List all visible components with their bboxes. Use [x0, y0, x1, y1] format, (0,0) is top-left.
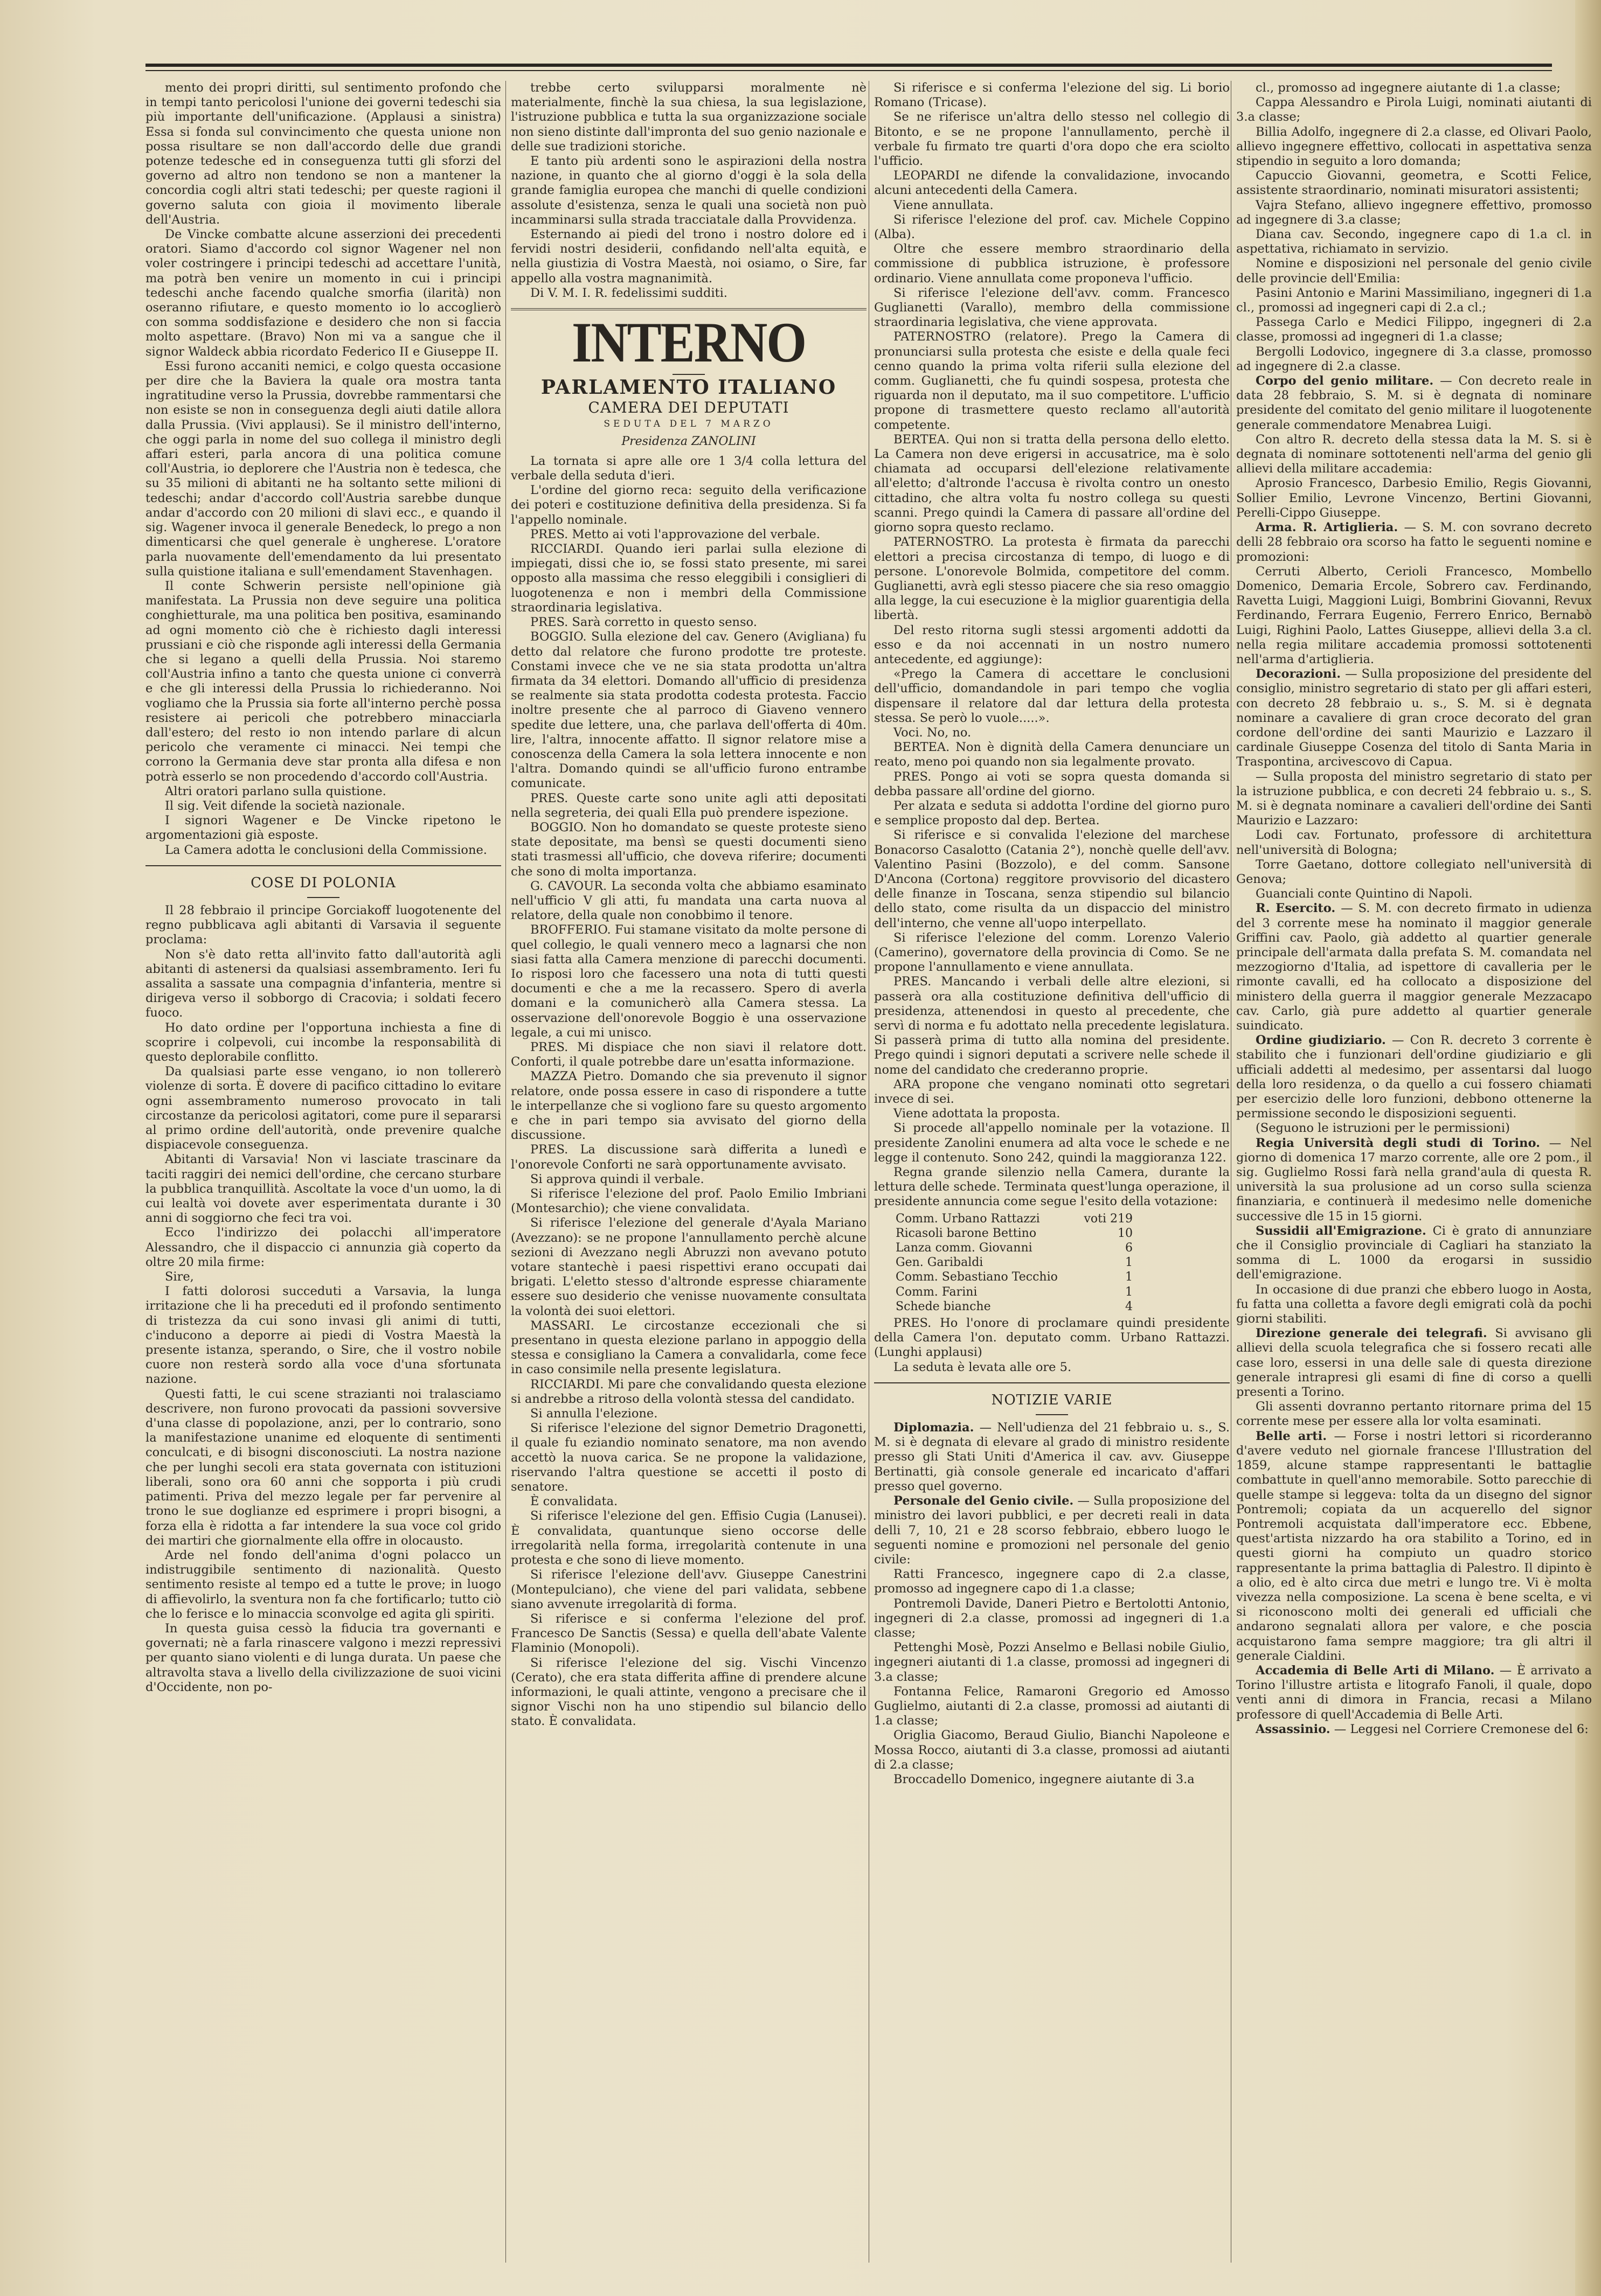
news-item	[1236, 374, 1592, 433]
section-rule	[145, 865, 501, 866]
news-item	[1236, 901, 1592, 1033]
news-item-text: — Forse i nostri lettori si ricorderanno d'avere veduto nel giornale francese l'Illustration del 1859, alcune stampe rappresentanti le battaglie combattute in quell'anno memorabile. Sotto parecchie di quelle stampe si leggeva: tolta da un disegno del signor Pontremoli; copiata da un acquerello del signor Pontremoli acquistata dall'imperatore ecc. Ebbene, quest'artista nizzardo ha ora stabilito a Torino, ed in questi giorni ha compiuto un quadro storico rappresentante la prima battaglia di Palestro. Il dipinto è a olio, ed è alto circa due metri e lungo tre. Vi è molta vivezza nella composizione. La scena è bene scelta, e vi si riconoscono molti dei generali ed ufficiali che andarono segnalati allora per valore, e che poscia acquistarono fama sempre maggiore; tra gli altri il generale Cialdini.	[1236, 1429, 1592, 1663]
column-2-chamber-report	[511, 454, 867, 1729]
news-item	[1236, 476, 1592, 520]
news-item-text: Guanciali conte Quintino di Napoli.	[1256, 887, 1473, 901]
news-item	[1236, 1224, 1592, 1283]
paragraph: Da qualsiasi parte esse vengano, io non tollererò violenze di sorta. È dovere di pacifico cittadino lo evitare ogni assembramento numeroso provocato in tali circostanze da pericolosi agitatori, come pure il separarsi al primo ordine dell'autorità, onde prevenire qualche dispiacevole conseguenza.	[145, 1064, 501, 1152]
news-item	[1236, 887, 1592, 901]
news-item	[874, 1772, 1230, 1787]
news-item	[1236, 667, 1592, 769]
news-item-text: Gli assenti dovranno pertanto ritornare prima del 15 corrente mese per essere alla lor volta esaminati.	[1236, 1400, 1592, 1429]
short-rule	[1036, 1414, 1068, 1415]
section-rule	[874, 1382, 1230, 1383]
paragraph: Si riferisce l'elezione del signor Demetrio Dragonetti, il quale fu eziandio nominato senatore, ma non avendo accettò la nuova carica. Se ne propone la validazione, riservando l'altra questione se accetti il posto di senatore.	[511, 1421, 867, 1494]
news-item-text: Broccadello Domenico, ingegnere aiutante di 3.a	[893, 1772, 1195, 1786]
news-item-text: — Con R. decreto 3 corrente è stabilito che i funzionari dell'ordine giudiziario e gli ufficiali addetti al medesimo, per assentarsi dal luogo della loro residenza, o da quello a cui fossero chiamati per esercizio delle loro funzioni, debbono ottenerne la permissione secondo le disposizioni seguenti.	[1236, 1033, 1592, 1121]
news-item-heading: Direzione generale dei telegrafi.	[1256, 1326, 1487, 1341]
vote-count: 1	[1125, 1270, 1133, 1284]
paragraph: mento dei propri diritti, sul sentimento profondo che in tempi tanto pericolosi l'unione dei governi tedeschi sia più importante dell'unificazione. (Applausi a sinistra) Essa si fonda sul convincimento che questa unione non possa risultare se non dall'accordo delle due grandi potenze tedesche ed in conseguenza tutti gli sforzi del governo ad altro non tendono se non a mantener la concordia cogli altri stati tedeschi; per queste ragioni il governo saluta con gioia il movimento liberale dell'Austria.	[145, 81, 501, 227]
paragraph: BOGGIO. Sulla elezione del cav. Genero (Avigliana) fu detto dal relatore che furono prodotte tre proteste. Constami invece che ve ne sia stata prodotta un'altra firmata da 34 elettori. Domando all'ufficio di presidenza se realmente sia stata prodotta codesta protesta. Faccio inoltre presente che al parroco di Giaveno vennero spedite due lettere, una, che parlava dell'offerta di 40m. lire, l'altra, innocente affatto. Il signor relatore mise a conoscenza della Camera la sola lettera innocente e non l'altra. Domando quindi se all'ufficio furono entrambe comunicate.	[511, 630, 867, 791]
news-item	[1236, 1429, 1592, 1664]
news-item-text: Lodi cav. Fortunato, professore di architettura nell'università di Bologna;	[1236, 828, 1592, 857]
paragraph: Si riferisce l'elezione dell'avv. Giuseppe Canestrini (Montepulciano), che viene del pari validata, sebbene siano avvenute irregolarità di forma.	[511, 1568, 867, 1611]
paragraph: Arde nel fondo dell'anima d'ogni polacco un indistruggibile sentimento di nazionalità. Questo sentimento resiste al tempo ed a tutte le prove; in luogo di affievolirlo, la sventura non fa che fortificarlo; tutto ciò che lo ferisce e lo minaccia sconvolge ed agita gli spiriti.	[145, 1548, 501, 1621]
news-item	[874, 1597, 1230, 1641]
paragraph: Di V. M. I. R. fedelissimi sudditi.	[530, 286, 727, 300]
news-item-heading: Accademia di Belle Arti di Milano.	[1256, 1663, 1495, 1678]
news-item	[1236, 227, 1592, 256]
news-item	[1236, 1326, 1592, 1400]
vote-count: 1	[1125, 1285, 1133, 1299]
paragraph: ARA propone che vengano nominati otto segretari invece di sei.	[874, 1077, 1230, 1107]
candidate-name: Ricasoli barone Bettino	[896, 1226, 1037, 1240]
news-item-heading: Ordine giudiziario.	[1256, 1033, 1386, 1048]
paragraph: Essi furono accaniti nemici, e colgo questa occasione per dire che la Baviera la quale ora mostra tanta ingratitudine verso la Prussia, dovrebbe rammentarsi che non esiste se non in conseguenza degli aiuti datile allora dalla Prussia. (Vivi applausi). Se il ministro dell'interno, che oggi parla in nome del suo collega il ministro degli affari esteri, parla ancora di una politica comune coll'Austria, io deplorere che l'Austria non è tedesca, che su 35 milioni di abitanti ne ha soltanto sette milioni di tedeschi; andar d'accordo coll'Austria sarebbe dunque andar d'accordo con 20 milioni di slavi ecc., e quando il sig. Wagener invoca il generale Benedeck, lo prego a non dimenticarsi che quel generale è ungherese. L'oratore parla nuovamente dell'emendamento da lui presentato sulla quistione italiana e sull'emendament Stavenhagen.	[145, 359, 501, 579]
vote-row	[896, 1241, 1230, 1255]
paragraph: PRES. La discussione sarà differita a lunedì e l'onorevole Conforti ne sarà opportunamente avvisato.	[511, 1143, 867, 1172]
paragraph: Si approva quindi il verbale.	[530, 1172, 704, 1186]
news-item	[1236, 1136, 1592, 1224]
news-item	[874, 1685, 1230, 1729]
news-item-text: Capuccio Giovanni, geometra, e Scotti Felice, assistente straordinario, nominati misuratori assistenti;	[1236, 169, 1592, 198]
news-item-text: Origlia Giacomo, Beraud Giulio, Bianchi Napoleone e Mossa Rocco, aiutanti di 3.a classe, promossi ad aiutanti di 2.a classe;	[874, 1728, 1230, 1772]
news-item	[1236, 125, 1592, 169]
paragraph: LEOPARDI ne difende la convalidazione, invocando alcuni antecedenti della Camera.	[874, 169, 1230, 198]
news-item-heading: Regia Università degli studi di Torino.	[1256, 1136, 1540, 1150]
news-item-text: Cappa Alessandro e Pirola Luigi, nominati aiutanti di 3.a classe;	[1236, 95, 1592, 124]
news-item-text: Cerruti Alberto, Cerioli Francesco, Mombello Domenico, Demaria Ercole, Sobrero cav. Ferdinando, Ravetta Luigi, Maggioni Luigi, Bombrini Giovanni, Revux Ferdinando, Ferrara Eugenio, Ferrero Enrico, Bernabò Luigi, Righini Paolo, Lattes Giuseppe, allievi della 3.a cl. nella regia militare accademia promossi sottotenenti nell'arma d'artiglieria.	[1236, 564, 1592, 666]
paragraph: De Vincke combatte alcune asserzioni dei precedenti oratori. Siamo d'accordo col signor Wagener nel non voler costringere i principi tedeschi ad accettare l'unità, ma potrà ben venire un momento in cui i principi tedeschi anche facendo qualche smorfia (ilarità) non oseranno rifiutare, e questo momento io lo accoglierò con somma soddisfazione e desidero che non si faccia molto aspettare. (Bravo) Non mi va a sangue che il signor Waldeck abbia ricordato Federico II e Giuseppe II.	[145, 227, 501, 359]
news-item-text: — Leggesi nel Corriere Cremonese del 6:	[1334, 1722, 1589, 1736]
candidate-name: Gen. Garibaldi	[896, 1256, 983, 1270]
news-item-heading: Corpo del genio militare.	[1256, 374, 1434, 388]
paragraph: PATERNOSTRO. La protesta è firmata da parecchi elettori a precisa circostanza di tempo, di luogo e di persone. L'onorevole Bolmida, competitore del comm. Guglianetti, avrà egli stesso piacere che sia reso omaggio alla legge, la cui esecuzione è la miglior guarentigia della libertà.	[874, 535, 1230, 623]
news-item	[874, 1421, 1230, 1494]
interno-heading: INTERNO	[571, 310, 806, 374]
paragraph: PRES. Pongo ai voti se sopra questa domanda si debba passare all'ordine del giorno.	[874, 769, 1230, 798]
paragraph: Si riferisce l'elezione del comm. Lorenzo Valerio (Camerino), governatore della provincia di Como. Se ne propone l'annullamento e viene annullata.	[874, 930, 1230, 975]
news-item-text: Torre Gaetano, dottore collegiato nell'università di Genova;	[1236, 857, 1592, 886]
column-divider-1	[505, 81, 506, 2263]
column-1	[145, 81, 501, 2263]
paragraph: PRES. Ho l'onore di proclamare quindi presidente della Camera l'on. deputato comm. Urbano Rattazzi. (Lunghi applausi)	[874, 1316, 1230, 1360]
news-item-text: Bergolli Lodovico, ingegnere di 3.a classe, promosso ad ingegnere di 2.a classe.	[1236, 344, 1592, 373]
news-item-text: — S. M. con sovrano decreto delli 28 febbraio ora scorso ha fatto le seguenti nomine e promozioni:	[1236, 520, 1592, 564]
paragraph: La tornata si apre alle ore 1 3/4 colla lettura del verbale della seduta d'ieri.	[511, 454, 867, 483]
paragraph: Si riferisce l'elezione del generale d'Ayala Mariano (Avezzano): se ne propone l'annullamento perchè alcune sezioni di Avezzano negli Abruzzi non avevano potuto votare stantechè i paesi rispettivi erano occupati dai brigati. L'eletto stesso d'altronde espresse chiaramente essere suo desiderio che venisse nuovamente consultata la volontà dei suoi elettori.	[511, 1216, 867, 1318]
news-item	[1236, 169, 1592, 198]
news-item-text: Vajra Stefano, allievo ingegnere effettivo, promosso ad ingegnere di 3.a classe;	[1236, 198, 1592, 227]
news-item-text: — S. M. con decreto firmato in udienza del 3 corrente mese ha nominato il maggior generale Griffini cav. Paolo, già addetto al quartier generale principale dell'armata dalla prefata S. M. comandata nel mezzogiorno d'Italia, ad ispettore di cavalleria per le rimonte cavalli, ed ha collocato a disposizione del ministero della guerra il maggior generale Mezzacapo cav. Carlo, già pure addetto al quartier generale suindicato.	[1236, 901, 1592, 1033]
parlamento-heading: PARLAMENTO ITALIANO	[540, 376, 837, 399]
paragraph: Viene annullata.	[893, 198, 994, 212]
paragraph: Sire,	[165, 1270, 194, 1284]
news-item-text: Pettenghi Mosè, Pozzi Anselmo e Bellasi nobile Giulio, ingegneri aiutanti di 1.a classe, promossi ad ingegneri di 3.a classe;	[874, 1640, 1230, 1684]
paragraph: BERTEA. Qui non si tratta della persona dello eletto. La Camera non deve erigersi in accusatrice, ma è solo chiamata ad occuparsi dell'elezione relativamente all'eletto; d'altronde l'accusa è rivolta contro un onesto cittadino, che altra volta fu nostro collega su questi scanni. Prego quindi la Camera di passare all'ordine del giorno sopra questo reclamo.	[874, 432, 1230, 535]
news-item	[1236, 81, 1592, 95]
news-item	[1236, 828, 1592, 857]
short-rule	[673, 374, 705, 375]
news-item-text: Ratti Francesco, ingegnere capo di 2.a classe, promosso ad ingegnere capo di 1.a classe;	[874, 1567, 1230, 1596]
news-item-heading: R. Esercito.	[1256, 901, 1336, 916]
paragraph: Per alzata e seduta si addotta l'ordine del giorno puro e semplice proposto dal dep. Bertea.	[874, 798, 1230, 828]
paragraph: RICCIARDI. Mi pare che convalidando questa elezione si andrebbe a ritroso della volontà stessa del candidato.	[511, 1377, 867, 1406]
paragraph: Regna grande silenzio nella Camera, durante la lettura delle schede. Terminata quest'lunga operazione, il presidente annuncia come segue l'esito della votazione:	[874, 1165, 1230, 1209]
paragraph: L'ordine del giorno reca: seguito della verificazione dei poteri e costituzione definitiva della presidenza. Si fa l'appello nominale.	[511, 483, 867, 527]
column-1-prussian-debate	[145, 81, 501, 858]
paragraph: RICCIARDI. Quando ieri parlai sulla elezione di impiegati, dissi che io, se fossi stato presente, mi sarei opposto alla massima che resso eleggibili i consiglieri di luogotenenza e non i membri della Commissione straordinaria legislativa.	[511, 542, 867, 615]
news-item-text: Fontanna Felice, Ramaroni Gregorio ed Amosso Guglielmo, aiutanti di 2.a classe, promossi ad aiutanti di 1.a classe;	[874, 1684, 1230, 1728]
paragraph: PRES. Mi dispiace che non siavi il relatore dott. Conforti, il quale potrebbe dare un'esatta informazione.	[511, 1040, 867, 1069]
column-3	[874, 81, 1230, 2263]
paragraph: PRES. Mancando i verbali delle altre elezioni, si passerà ora alla costituzione definitiva dell'ufficio di presidenza, attenendosi in questo al precedente, che servì di norma e fu adottato nella precedente legislatura. Si passerà prima di tutto alla nomina del presidente. Prego quindi i signori deputati a scrivere nelle schede il nome del candidato che crederanno proprie.	[874, 975, 1230, 1077]
news-item	[1236, 315, 1592, 344]
news-item	[1236, 1722, 1592, 1737]
section-heading-polonia: COSE DI POLONIA	[251, 874, 396, 891]
news-item-text: Passega Carlo e Medici Filippo, ingegneri di 2.a classe, promossi ad ingegneri di 1.a classe;	[1236, 315, 1592, 344]
news-item-text: Pontremoli Davide, Daneri Pietro e Bertolotti Antonio, ingegneri di 2.a classe, promossi ad ingegneri di 1.a classe;	[874, 1596, 1230, 1640]
news-item-text: — Sulla proposizione del ministro dei lavori pubblici, e per decreti reali in data delli 7, 10, 21 e 28 scorso febbraio, ebbero luogo le seguenti nomine e promozioni nel personale del genio civile:	[874, 1494, 1230, 1567]
paragraph: Esternando ai piedi del trono i nostro dolore ed i fervidi nostri desiderii, confidando nell'alta equità, e nella giustizia di Vostra Maestà, noi osiamo, o Sire, far appello alla vostra magnanimità.	[511, 227, 867, 286]
paragraph: MASSARI. Le circostanze eccezionali che si presentano in questa elezione parlano in appoggio della stessa e consigliano la Camera a convalidarla, come fece in caso consimile nella presente legislatura.	[511, 1318, 867, 1377]
news-item-text: Diana cav. Secondo, ingegnere capo di 1.a cl. in aspettativa, richiamato in servizio.	[1236, 227, 1592, 256]
vote-count: 6	[1125, 1241, 1133, 1255]
news-item-heading: Belle arti.	[1256, 1429, 1327, 1443]
news-item-heading: Sussidii all'Emigrazione.	[1256, 1223, 1426, 1238]
news-item-text: Ci è grato di annunziare che il Consiglio provinciale di Cagliari ha stanziato la somma di L. 1000 da erogarsi in sussidio dell'emigrazione.	[1236, 1223, 1592, 1282]
paragraph: Si riferisce l'elezione del prof. Paolo Emilio Imbriani (Montesarchio); che viene convalidata.	[511, 1187, 867, 1216]
news-item-text: Pasini Antonio e Marini Massimiliano, ingegneri di 1.a cl., promossi ad ingegneri capi di 2.a cl.;	[1236, 286, 1592, 315]
column-4-news-items	[1236, 81, 1592, 1737]
vote-count: voti 219	[1084, 1212, 1133, 1226]
news-item	[1236, 198, 1592, 227]
news-item-text: In occasione di due pranzi che ebbero luogo in Aosta, fu fatta una colletta a favore degli emigrati colà da pochi giorni stabiliti.	[1236, 1282, 1592, 1326]
paragraph: Il sig. Veit difende la società nazionale.	[165, 798, 405, 813]
paragraph: Si riferisce l'elezione del gen. Effisio Cugia (Lanusei). È convalidata, quantunque sieno occorse delle irregolarità nella forma, irregolarità contenute in una protesta e che sono di lieve momento.	[511, 1509, 867, 1568]
paragraph: BERTEA. Non è dignità della Camera denunciare un reato, meno poi quando non sia legalmente provato.	[874, 740, 1230, 769]
paragraph: PRES. Metto ai voti l'approvazione del verbale.	[530, 527, 820, 541]
paragraph: PRES. Queste carte sono unite agli atti depositati nella segreteria, dei quali Ella può prendere ispezione.	[511, 791, 867, 820]
paragraph: Ho dato ordine per l'opportuna inchiesta a fine di scoprire i colpevoli, cui incombe la responsabilità di questo deplorabile conflitto.	[145, 1020, 501, 1064]
news-item	[874, 1567, 1230, 1596]
news-item-heading: Diplomazia.	[893, 1421, 974, 1435]
paragraph: Oltre che essere membro straordinario della commissione di pubblica istruzione, è professore ordinario. Viene annullata come proponeva l'ufficio.	[874, 242, 1230, 286]
news-item-text: — Sulla proposta del ministro segretario di stato per la istruzione pubblica, e con decreti 24 febbraio u. s., S. M. si è degnata nominare a cavalieri dell'ordine dei Santi Maurizio e Lazzaro:	[1236, 769, 1592, 828]
paragraph: I signori Wagener e De Vincke ripetono le argomentazioni già esposte.	[145, 813, 501, 843]
paragraph: Si riferisce l'elezione del prof. cav. Michele Coppino (Alba).	[874, 212, 1230, 242]
paragraph: «Prego la Camera di accettare le conclusioni dell'ufficio, domandandole in pari tempo che voglia dispensare il relatore dal dar lettura della protesta stessa. Se però lo vuole.....».	[874, 667, 1230, 725]
news-item-text: Aprosio Francesco, Darbesio Emilio, Regis Giovanni, Sollier Emilio, Levrone Vincenzo, Bertini Giovanni, Perelli-Cippo Giuseppe.	[1236, 476, 1592, 520]
news-item-text: Nomine e disposizioni nel personale del genio civile delle provincie dell'Emilia:	[1236, 256, 1592, 286]
column-1-polonia-text	[145, 903, 501, 1695]
news-item	[1236, 858, 1592, 887]
paragraph: MAZZA Pietro. Domando che sia prevenuto il signor relatore, onde possa essere in caso di rispondere a tutte le interpellanze che si vogliono fare su questo argomento e che in pari tempo sia avvisato del giorno della discussione.	[511, 1069, 867, 1143]
paragraph: La seduta è levata alle ore 5.	[893, 1360, 1072, 1374]
vote-row	[896, 1255, 1230, 1270]
paragraph: Altri oratori parlano sulla quistione.	[165, 784, 386, 798]
paragraph: Abitanti di Varsavia! Non vi lasciate trascinare da taciti raggiri dei nemici dell'ordine, che cercano sturbare la pubblica tranquillità. Ascoltate la voce d'un uomo, la di cui lealtà voi dovete aver esperimentata durante i 30 anni di soggiorno che feci tra voi.	[145, 1152, 501, 1226]
seduta-date: SEDUTA DEL 7 MARZO	[604, 419, 774, 430]
paragraph: Si riferisce l'elezione dell'avv. comm. Francesco Guglianetti (Varallo), membro della commissione straordinaria legislativa, che viene approvata.	[874, 286, 1230, 330]
news-item	[1236, 1283, 1592, 1327]
paragraph: È convalidata.	[530, 1494, 618, 1509]
column-3-news-items	[874, 1421, 1230, 1787]
candidate-name: Comm. Farini	[896, 1285, 978, 1299]
vote-row	[896, 1270, 1230, 1284]
notizie-heading: NOTIZIE VARIE	[991, 1391, 1113, 1408]
paragraph: La Camera adotta le conclusioni della Commissione.	[165, 843, 487, 857]
paragraph: Si procede all'appello nominale per la votazione. Il presidente Zanolini enumera ad alta voce le schede e ne legge il contenuto. Sono 242, quindi la maggioranza 122.	[874, 1121, 1230, 1165]
vote-results-table	[896, 1212, 1230, 1314]
column-3-proclamation	[874, 1316, 1230, 1375]
column-3-chamber-report	[874, 81, 1230, 1209]
candidate-name: Schede bianche	[896, 1299, 991, 1313]
news-item-text: — Nell'udienza del 21 febbraio u. s., S. M. si è degnata di elevare al grado di ministro residente presso gli Stati Uniti d'America il cav. avv. Giuseppe Bertinatti, già console generale ed incaricato d'affari presso quel governo.	[874, 1421, 1230, 1493]
news-item	[1236, 1033, 1592, 1121]
paragraph: Si annulla l'elezione.	[530, 1407, 658, 1421]
news-item-text: — Sulla proposizione del presidente del consiglio, ministro segretario di stato per gli affari esteri, con decreto 28 febbraio u. s., S. M. si è degnata nominare a cavaliere di gran croce decorato del gran cordone dell'ordine dei santi Maurizio e Lazzaro il cardinale Giuseppe Cosenza del titolo di Santa Maria in Traspontina, arcivescovo di Capua.	[1236, 667, 1592, 769]
news-item	[1236, 1121, 1592, 1136]
news-item	[874, 1494, 1230, 1567]
paragraph: PRES. Sarà corretto in questo senso.	[530, 615, 757, 630]
paragraph: BROFFERIO. Fui stamane visitato da molte persone di quel collegio, le quali vennero meco a lagnarsi che non siasi fatta alla Camera menzione di parecchi documenti. Io risposi loro che facessero una nota di tutti questi documenti e che a me la recassero. Spero di averla domani e la comunicherò alla Camera stessa. La osservazione dell'onorevole Boggio è una osservazione legale, a cui mi unisco.	[511, 923, 867, 1040]
news-item-text: Si avvisano gli allievi della scuola telegrafica che si fossero recati alle case loro, essersi in una delle sale di questa direzione generale intrapresi gli esami di fine di corso a quelli presenti a Torino.	[1236, 1326, 1592, 1400]
news-item-text: cl., promosso ad ingegnere aiutante di 1.a classe;	[1256, 81, 1561, 95]
news-item	[1236, 565, 1592, 667]
news-item	[1236, 1400, 1592, 1429]
paragraph: Se ne riferisce un'altra dello stesso nel collegio di Bitonto, e se ne propone l'annullamento, perchè il verbale fu firmato tre quarti d'ora dopo che era sciolto l'ufficio.	[874, 110, 1230, 169]
news-item-text: Billia Adolfo, ingegnere di 2.a classe, ed Olivari Paolo, allievo ingegnere effettivo, collocati in aspettativa senza stipendio in seguito a loro domanda;	[1236, 124, 1592, 169]
paragraph: Si riferisce e si conferma l'elezione del prof. Francesco De Sanctis (Sessa) e quella dell'abate Valente Flaminio (Monopoli).	[511, 1611, 867, 1655]
paragraph: Questi fatti, le cui scene strazianti noi tralasciamo descrivere, non furono provocati da passioni sovversive d'una classe di popolazione, anzi, per lo contrario, sono la manifestazione unanime ed eloquente di sentimenti conculcati, e di bisogni disconosciuti. La nostra nazione che per lunghi secoli era stata governata con istituzioni liberali, sono ora 60 anni che sopporta i più crudi patimenti. Priva del mezzo legale per far pervenire al trono le sue doglianze ed esprimere i propri bisogni, a forza ella è ridotta a far intendere la sua voce col grido dei martiri che giornalmente ella offre in olocausto.	[145, 1387, 501, 1548]
candidate-name: Lanza comm. Giovanni	[896, 1241, 1032, 1255]
vote-row	[896, 1285, 1230, 1299]
news-item-text: Con altro R. decreto della stessa data la M. S. si è degnata di nominare sottotenenti nell'arma del genio gli allievi della militare accademia:	[1236, 432, 1592, 476]
news-item-heading: Decorazioni.	[1256, 667, 1341, 681]
paragraph: trebbe certo svilupparsi moralmente nè materialmente, finchè la sua chiesa, la sua legislazione, l'istruzione pubblica e tutta la sua organizzazione sociale non sieno distinte dall'impronta del suo genio nazionale e delle sue tradizioni storiche.	[511, 81, 867, 154]
news-item	[1236, 770, 1592, 829]
column-2-petition-end	[511, 81, 867, 301]
news-item-heading: Assassinio.	[1256, 1722, 1330, 1736]
news-item	[874, 1728, 1230, 1772]
top-rule-thin	[145, 70, 1552, 71]
news-item-heading: Arma. R. Artiglieria.	[1256, 520, 1398, 535]
news-item	[1236, 286, 1592, 315]
candidate-name: Comm. Sebastiano Tecchio	[896, 1270, 1058, 1284]
paragraph: Si riferisce e si convalida l'elezione del marchese Bonacorso Casalotto (Catania 2°), nonchè quelle dell'avv. Valentino Pasini (Bozzolo), e del comm. Sansone D'Ancona (Cortona) reggitore provvisorio del dicastero delle finanze in Toscana, senza stipendio sul bilancio dello stato, come risulta da un dispaccio del ministro dell'interno, che venne all'uopo interpellato.	[874, 828, 1230, 930]
paragraph: In questa guisa cessò la fiducia tra governanti e governati; nè a farla rinascere valgono i mezzi repressivi per quanto siano violenti e di lunga durata. Un paese che altravolta stava a livello della civilizzazione de suoi vicini d'Occidente, non po-	[145, 1621, 501, 1694]
paragraph: Ecco l'indirizzo dei polacchi all'imperatore Alessandro, che il dispaccio ci annunzia già coperto da oltre 20 mila firme:	[145, 1226, 501, 1269]
paragraph: BOGGIO. Non ho domandato se queste proteste sieno state depositate, ma bensì se questi documenti sieno stati trasmessi all'ufficio, che doveva riferire; documenti che sono di molta importanza.	[511, 820, 867, 879]
vote-row	[896, 1299, 1230, 1314]
news-item	[1236, 95, 1592, 124]
vote-count: 4	[1125, 1299, 1133, 1313]
paragraph: Il 28 febbraio il principe Gorciakoff luogotenente del regno pubblicava agli abitanti di Varsavia il seguente proclama:	[145, 903, 501, 947]
paragraph: Il conte Schwerin persiste nell'opinione già manifestata. La Prussia non deve seguire una politica conghietturale, ma una politica ben positiva, esaminando ad ogni momento ciò che è richiesto dagli interessi prussiani e ciò che risponde agli interessi della Germania che si legano a quelli della Prussia. Noi staremo coll'Austria infino a tanto che questa unione ci converrà e che gli interessi della Prussia lo richiederanno. Noi vogliamo che la Prussia sia forte all'interno perchè possa resistere ai pericoli che potrebbero minacciarla dall'estero; del resto io non intendo parlare di alcun pericolo che veramente ci minacci. Nei tempi che corrono la Germania deve star pronta alla difesa e non potrà esserlo se non procedendo d'accordo coll'Austria.	[145, 579, 501, 784]
news-item	[1236, 433, 1592, 477]
candidate-name: Comm. Urbano Rattazzi	[896, 1212, 1040, 1226]
news-item	[1236, 1664, 1592, 1722]
vote-row	[896, 1226, 1230, 1241]
news-item-text: — Nel giorno di domenica 17 marzo corrente, alle ore 2 pom., il sig. Guglielmo Rossi farà nella grand'aula di questa R. università la sua prolusione ad un corso sulla scienza finanziaria, e continuerà il medesimo nelle domeniche successive dle 15 in 15 giorni.	[1236, 1136, 1592, 1223]
paragraph: Voci. No, no.	[893, 725, 972, 740]
vote-count: 1	[1125, 1256, 1133, 1270]
paragraph: Viene adottata la proposta.	[893, 1107, 1061, 1121]
column-4	[1236, 81, 1592, 2263]
paragraph: PATERNOSTRO (relatore). Prego la Camera di pronunciarsi sulla protesta che esiste e della quale feci cenno quando la prima volta riferii sulla elezione del comm. Guglianetti, che fu quindi sospesa, protesta che riguarda non il deputato, ma il suo competitore. L'ufficio propone di trasmettere questo reclamo all'autorità competente.	[874, 330, 1230, 432]
paragraph: G. CAVOUR. La seconda volta che abbiamo esaminato nell'ufficio V gli atti, fu mandata una carta nuova al relatore, della quale non conobbimo il tenore.	[511, 879, 867, 923]
paragraph: Si riferisce e si conferma l'elezione del sig. Li borio Romano (Tricase).	[874, 81, 1230, 110]
news-item	[1236, 256, 1592, 286]
column-2	[511, 81, 867, 2263]
vote-row	[896, 1212, 1230, 1226]
news-item	[1236, 345, 1592, 374]
news-item-text: — È arrivato a Torino l'illustre artista e litografo Fanoli, il quale, dopo venti anni di dimora in Francia, recasi a Milano professore di quell'Accademia di Belle Arti.	[1236, 1663, 1592, 1722]
news-item	[1236, 520, 1592, 565]
paragraph: I fatti dolorosi succeduti a Varsavia, la lunga irritazione che li ha preceduti ed il profondo sentimento di tristezza da cui sono invasi gli animi di tutti, c'inducono a deporre ai piedi di Vostra Maestà la presente istanza, sperando, o Sire, che il vostro nobile cuore non resterà sordo alla voce d'una sfortunata nazione.	[145, 1284, 501, 1387]
news-item	[874, 1640, 1230, 1685]
top-rule	[145, 64, 1552, 67]
paragraph: Si riferisce l'elezione del sig. Vischi Vincenzo (Cerato), che era stata differita affine di prendere alcune informazioni, le quali attinte, vengono a precisare che il signor Vischi non ha uno stipendio sul bilancio dello stato. È convalidata.	[511, 1655, 867, 1729]
paragraph: E tanto più ardenti sono le aspirazioni della nostra nazione, in quanto che al giorno d'oggi è la sola della grande famiglia europea che manchi di quelle condizioni assolute d'esistenza, senza le quali una società non può incamminarsi sulla strada tracciatale dalla Provvidenza.	[511, 154, 867, 227]
camera-heading: CAMERA DEI DEPUTATI	[588, 399, 789, 417]
news-item-text: (Seguono le istruzioni per le permissioni)	[1256, 1121, 1510, 1136]
paragraph: Del resto ritorna sugli stessi argomenti addotti da esso e da noi accennati in un nostro numero antecedente, ed aggiunge):	[874, 623, 1230, 666]
presidenza-line: Presidenza ZANOLINI	[621, 434, 756, 448]
section-rule-double	[511, 308, 867, 310]
vote-count: 10	[1118, 1226, 1133, 1240]
paragraph: Non s'è dato retta all'invito fatto dall'autorità agli abitanti di astenersi da qualsiasi assembramento. Ieri fu assalita a sassate una compagnia d'infanteria, mentre si dirigeva verso il sobborgo di Cracovia; i soldati fecero fuoco.	[145, 947, 501, 1020]
news-item-heading: Personale del Genio civile.	[893, 1494, 1074, 1508]
news-item-text: — Con decreto reale in data 28 febbraio, S. M. si è degnata di nominare presidente del comitato del genio militare il luogotenente generale commendatore Menabrea Luigi.	[1236, 374, 1592, 432]
short-rule	[307, 897, 339, 898]
